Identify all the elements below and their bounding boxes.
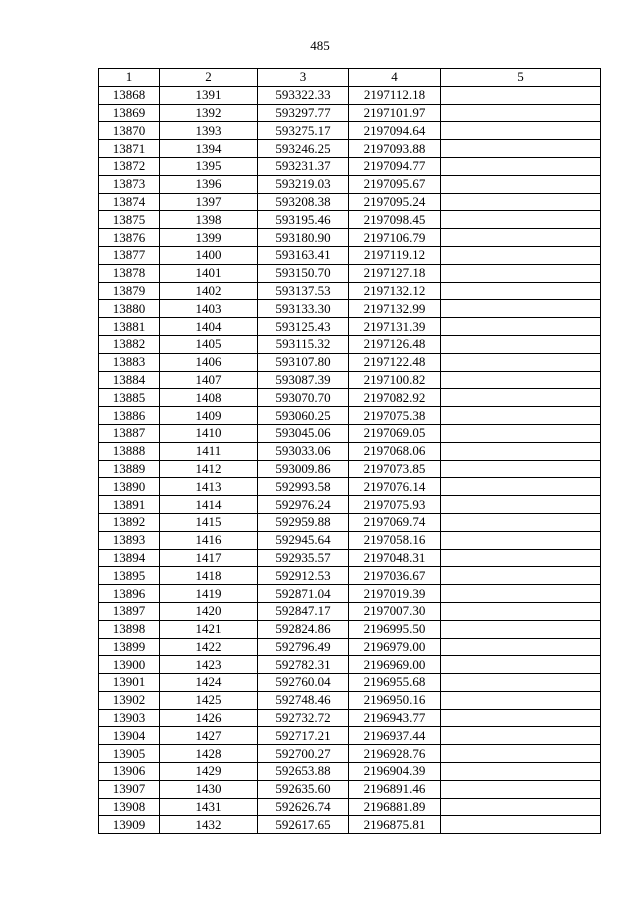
table-cell [441, 602, 601, 620]
table-cell: 593107.80 [258, 353, 349, 371]
table-cell: 593208.38 [258, 193, 349, 211]
table-row [99, 371, 601, 389]
table-cell: 592976.24 [258, 496, 349, 514]
table-cell: 592626.74 [258, 798, 349, 816]
table-cell [441, 389, 601, 407]
table-cell: 2197095.67 [349, 175, 441, 193]
table-row [99, 140, 601, 158]
table-cell: 592993.58 [258, 478, 349, 496]
table-cell: 2197036.67 [349, 567, 441, 585]
table-cell: 1396 [160, 175, 258, 193]
table-row [99, 798, 601, 816]
table-cell [441, 86, 601, 104]
table-cell: 2197076.14 [349, 478, 441, 496]
table-cell: 13893 [99, 531, 160, 549]
table-cell [441, 478, 601, 496]
table-cell: 1399 [160, 229, 258, 247]
table-cell: 2197068.06 [349, 442, 441, 460]
table-cell: 593219.03 [258, 175, 349, 193]
table-cell: 1395 [160, 157, 258, 175]
table-cell: 13874 [99, 193, 160, 211]
table-row [99, 585, 601, 603]
table-cell: 2197093.88 [349, 140, 441, 158]
table-cell [441, 549, 601, 567]
table-cell: 13868 [99, 86, 160, 104]
table-cell [441, 585, 601, 603]
table-cell: 1413 [160, 478, 258, 496]
table-row [99, 104, 601, 122]
table-cell [441, 798, 601, 816]
table-cell: 2196950.16 [349, 691, 441, 709]
table-cell: 592717.21 [258, 727, 349, 745]
table-row [99, 709, 601, 727]
table-cell [441, 175, 601, 193]
table-cell: 13878 [99, 264, 160, 282]
table-cell [441, 335, 601, 353]
column-header: 3 [258, 69, 349, 87]
table-row [99, 264, 601, 282]
table-cell: 13901 [99, 674, 160, 692]
table-cell [441, 531, 601, 549]
table-cell: 13898 [99, 620, 160, 638]
table-cell: 1414 [160, 496, 258, 514]
table-cell: 2196969.00 [349, 656, 441, 674]
table-cell [441, 780, 601, 798]
table-row [99, 620, 601, 638]
table-cell [441, 442, 601, 460]
table-cell: 593246.25 [258, 140, 349, 158]
table-cell: 1428 [160, 745, 258, 763]
table-cell: 2197082.92 [349, 389, 441, 407]
table-cell: 13875 [99, 211, 160, 229]
table-cell [441, 763, 601, 781]
table-cell: 2197100.82 [349, 371, 441, 389]
table-row [99, 691, 601, 709]
table-cell: 1432 [160, 816, 258, 834]
table-cell: 1397 [160, 193, 258, 211]
table-row [99, 567, 601, 585]
table-cell: 13884 [99, 371, 160, 389]
table-cell: 592700.27 [258, 745, 349, 763]
table-cell: 13907 [99, 780, 160, 798]
table-header-row [99, 69, 601, 87]
table-cell: 13881 [99, 318, 160, 336]
table-cell: 592871.04 [258, 585, 349, 603]
table-row [99, 157, 601, 175]
table-cell: 2197122.48 [349, 353, 441, 371]
table-cell: 13889 [99, 460, 160, 478]
table-cell [441, 140, 601, 158]
table-cell: 2196904.39 [349, 763, 441, 781]
table-cell: 13879 [99, 282, 160, 300]
table-cell: 13891 [99, 496, 160, 514]
table-cell: 1406 [160, 353, 258, 371]
table-cell: 2197132.12 [349, 282, 441, 300]
table-cell: 2196943.77 [349, 709, 441, 727]
table-cell: 593150.70 [258, 264, 349, 282]
table-row [99, 282, 601, 300]
table-cell: 592653.88 [258, 763, 349, 781]
table-cell: 2197069.05 [349, 424, 441, 442]
table-cell: 2197073.85 [349, 460, 441, 478]
table-cell: 593322.33 [258, 86, 349, 104]
table-cell: 593297.77 [258, 104, 349, 122]
table-cell: 13908 [99, 798, 160, 816]
table-row [99, 780, 601, 798]
table-row [99, 335, 601, 353]
table-cell: 1424 [160, 674, 258, 692]
table-cell [441, 318, 601, 336]
table-cell: 13892 [99, 513, 160, 531]
table-row [99, 602, 601, 620]
table-row [99, 763, 601, 781]
table-cell: 1412 [160, 460, 258, 478]
table-cell: 1405 [160, 335, 258, 353]
table-row [99, 353, 601, 371]
column-header: 4 [349, 69, 441, 87]
table-cell: 2197058.16 [349, 531, 441, 549]
table-cell: 593070.70 [258, 389, 349, 407]
table-cell: 593060.25 [258, 407, 349, 425]
table-cell: 13876 [99, 229, 160, 247]
table-row [99, 745, 601, 763]
table-cell: 1417 [160, 549, 258, 567]
table-cell: 593137.53 [258, 282, 349, 300]
table-cell: 13883 [99, 353, 160, 371]
table-cell: 2197048.31 [349, 549, 441, 567]
table-cell: 592732.72 [258, 709, 349, 727]
table-row [99, 656, 601, 674]
table-cell: 593087.39 [258, 371, 349, 389]
table-cell: 13896 [99, 585, 160, 603]
table-cell: 593115.32 [258, 335, 349, 353]
table-cell [441, 371, 601, 389]
table-cell [441, 638, 601, 656]
table-cell: 1430 [160, 780, 258, 798]
table-cell: 13903 [99, 709, 160, 727]
table-cell: 593009.86 [258, 460, 349, 478]
table-cell: 1402 [160, 282, 258, 300]
table-cell: 592635.60 [258, 780, 349, 798]
table-cell: 2197112.18 [349, 86, 441, 104]
table-body [99, 86, 601, 833]
table-cell: 592760.04 [258, 674, 349, 692]
table-row [99, 318, 601, 336]
table-cell [441, 620, 601, 638]
table-cell [441, 300, 601, 318]
column-header: 1 [99, 69, 160, 87]
table-cell [441, 246, 601, 264]
table-cell [441, 727, 601, 745]
table-cell: 1410 [160, 424, 258, 442]
table-row [99, 442, 601, 460]
table-cell: 2197075.38 [349, 407, 441, 425]
table-row [99, 300, 601, 318]
table-row [99, 122, 601, 140]
table-cell [441, 816, 601, 834]
table-cell: 2196875.81 [349, 816, 441, 834]
table-cell: 592847.17 [258, 602, 349, 620]
table-cell [441, 460, 601, 478]
table-row [99, 816, 601, 834]
table-cell: 1401 [160, 264, 258, 282]
table-cell: 13905 [99, 745, 160, 763]
table-cell: 593045.06 [258, 424, 349, 442]
table-cell: 13906 [99, 763, 160, 781]
table-cell: 1409 [160, 407, 258, 425]
table-cell: 13871 [99, 140, 160, 158]
table-row [99, 496, 601, 514]
table-cell: 592796.49 [258, 638, 349, 656]
table-cell: 1418 [160, 567, 258, 585]
column-header: 2 [160, 69, 258, 87]
table-cell: 13887 [99, 424, 160, 442]
table-cell: 1407 [160, 371, 258, 389]
table-cell: 592935.57 [258, 549, 349, 567]
table-cell [441, 264, 601, 282]
table-row [99, 193, 601, 211]
table-cell: 2197127.18 [349, 264, 441, 282]
table-cell: 1392 [160, 104, 258, 122]
coordinates-table [98, 68, 601, 834]
table-cell: 1403 [160, 300, 258, 318]
table-cell [441, 157, 601, 175]
table-cell: 2196995.50 [349, 620, 441, 638]
table-row [99, 727, 601, 745]
table-cell: 2196881.89 [349, 798, 441, 816]
table-cell: 13886 [99, 407, 160, 425]
table-cell: 13877 [99, 246, 160, 264]
table-cell: 13897 [99, 602, 160, 620]
table-cell: 2196979.00 [349, 638, 441, 656]
table-cell: 13872 [99, 157, 160, 175]
table-cell: 1419 [160, 585, 258, 603]
table-cell: 1422 [160, 638, 258, 656]
table-cell: 1425 [160, 691, 258, 709]
table-cell: 2196955.68 [349, 674, 441, 692]
table-row [99, 513, 601, 531]
table-cell: 592748.46 [258, 691, 349, 709]
table-cell: 13904 [99, 727, 160, 745]
table-cell: 2197094.77 [349, 157, 441, 175]
table-cell: 1391 [160, 86, 258, 104]
table-cell: 1404 [160, 318, 258, 336]
table-row [99, 211, 601, 229]
table-cell [441, 104, 601, 122]
table-cell [441, 211, 601, 229]
table-cell [441, 353, 601, 371]
table-cell [441, 229, 601, 247]
table-cell: 2197094.64 [349, 122, 441, 140]
table-cell: 2196937.44 [349, 727, 441, 745]
table-row [99, 674, 601, 692]
table-cell [441, 282, 601, 300]
table-cell [441, 656, 601, 674]
table-cell: 2197007.30 [349, 602, 441, 620]
table-cell [441, 122, 601, 140]
table-cell: 1429 [160, 763, 258, 781]
table-cell: 593125.43 [258, 318, 349, 336]
table-cell: 13890 [99, 478, 160, 496]
table-cell: 13899 [99, 638, 160, 656]
table-cell: 13882 [99, 335, 160, 353]
table-cell: 593195.46 [258, 211, 349, 229]
table-cell: 13869 [99, 104, 160, 122]
table-row [99, 460, 601, 478]
table-row [99, 407, 601, 425]
table-cell: 2197106.79 [349, 229, 441, 247]
table-row [99, 175, 601, 193]
table-cell [441, 691, 601, 709]
table-cell: 2196891.46 [349, 780, 441, 798]
table-row [99, 549, 601, 567]
table-cell: 2197069.74 [349, 513, 441, 531]
table-cell [441, 424, 601, 442]
table-row [99, 478, 601, 496]
table-cell: 593180.90 [258, 229, 349, 247]
table-row [99, 246, 601, 264]
table-cell: 593033.06 [258, 442, 349, 460]
table-cell: 13873 [99, 175, 160, 193]
table-cell: 1420 [160, 602, 258, 620]
table-cell [441, 496, 601, 514]
table-cell: 1427 [160, 727, 258, 745]
table-cell [441, 674, 601, 692]
table-cell: 13895 [99, 567, 160, 585]
table-cell: 2197131.39 [349, 318, 441, 336]
table-cell: 1408 [160, 389, 258, 407]
table-cell: 593163.41 [258, 246, 349, 264]
table-cell [441, 745, 601, 763]
table-cell: 13888 [99, 442, 160, 460]
table-cell: 1400 [160, 246, 258, 264]
table-cell: 13885 [99, 389, 160, 407]
table-cell: 1426 [160, 709, 258, 727]
table-cell [441, 193, 601, 211]
table-cell: 592945.64 [258, 531, 349, 549]
table-row [99, 424, 601, 442]
table-cell [441, 567, 601, 585]
table-cell: 2197098.45 [349, 211, 441, 229]
page-number: 485 [310, 38, 330, 53]
table-cell: 593231.37 [258, 157, 349, 175]
table-cell: 592912.53 [258, 567, 349, 585]
table-cell: 2197101.97 [349, 104, 441, 122]
table-cell: 1393 [160, 122, 258, 140]
table-cell: 1411 [160, 442, 258, 460]
table-cell: 2196928.76 [349, 745, 441, 763]
table-cell: 2197019.39 [349, 585, 441, 603]
table-cell: 2197132.99 [349, 300, 441, 318]
table-cell: 592782.31 [258, 656, 349, 674]
table-cell: 2197126.48 [349, 335, 441, 353]
table-cell: 13909 [99, 816, 160, 834]
table-cell: 13902 [99, 691, 160, 709]
table-cell: 1423 [160, 656, 258, 674]
table-cell: 1394 [160, 140, 258, 158]
table-cell: 13894 [99, 549, 160, 567]
table-cell: 2197095.24 [349, 193, 441, 211]
table-cell: 592824.86 [258, 620, 349, 638]
table-row [99, 389, 601, 407]
table-cell: 592959.88 [258, 513, 349, 531]
table-cell [441, 407, 601, 425]
table-cell: 2197119.12 [349, 246, 441, 264]
table-row [99, 638, 601, 656]
column-header: 5 [441, 69, 601, 87]
table-cell: 13900 [99, 656, 160, 674]
table-cell: 592617.65 [258, 816, 349, 834]
table-cell [441, 709, 601, 727]
table-row [99, 86, 601, 104]
table-cell: 1415 [160, 513, 258, 531]
table-cell: 593133.30 [258, 300, 349, 318]
table-cell [441, 513, 601, 531]
table-cell: 2197075.93 [349, 496, 441, 514]
table-row [99, 229, 601, 247]
table-cell: 1421 [160, 620, 258, 638]
table-cell: 13870 [99, 122, 160, 140]
table-cell: 13880 [99, 300, 160, 318]
table-cell: 593275.17 [258, 122, 349, 140]
table-cell: 1431 [160, 798, 258, 816]
table-row [99, 531, 601, 549]
table-cell: 1398 [160, 211, 258, 229]
table-cell: 1416 [160, 531, 258, 549]
